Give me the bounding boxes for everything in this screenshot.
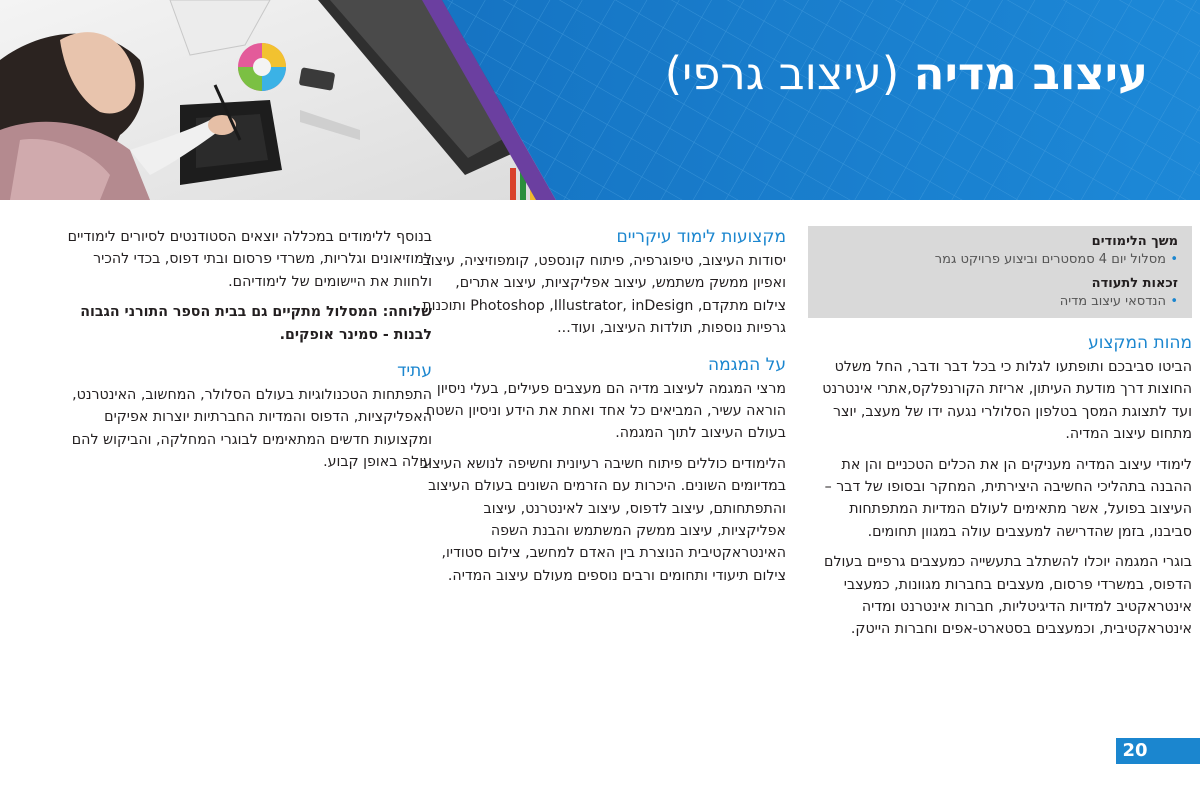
- page-number: 20: [1122, 740, 1148, 761]
- subjects-paragraph: יסודות העיצוב, טיפוגרפיה, פיתוח קונספט, קומפוזיציה, עיצוב ואפיון ממשק משתמש, עיצוב אפליקציות, עיצוב אתרים, צילום מתקדם, Photoshop ,Illustrator, inDesign ותוכנות גרפיות נוספות, תולדות העיצוב, ועוד...: [422, 253, 786, 337]
- page-title: [665, 44, 1148, 104]
- bullet-icon: •: [1170, 294, 1178, 309]
- program-info-box: [808, 226, 1192, 318]
- future-paragraph: התפתחות הטכנולוגיות בעולם הסלולר, המחשוב, האינטרנט, האפליקציות, הדפוס והמדיות החברתיות יוצרות אפיקים ומקצועות חדשים המתאימים לבוגרי המחלקה, והביקוש להם עולה באופן קבוע.: [71, 387, 432, 471]
- right-column: [808, 226, 1192, 649]
- bullet-icon: •: [1170, 252, 1178, 267]
- extra-paragraph: בנוסף ללימודים במכללה יוצאים הסטודנטים לסיורים לימודיים למוזיאונים וגלריות, משרדי פרסום ובתי דפוס, בכדי להכיר ולחוות את היישומים של לימודיהם.: [67, 229, 432, 290]
- certificate-heading: זכאות לתעודה: [1091, 276, 1178, 291]
- about-paragraph-1: מרצי המגמה לעיצוב מדיה הם מעצבים פעילים, בעלי ניסיון הוראה עשיר, המביאים כל אחד ואחת את הידע וניסיון השטח בעולם העיצוב לתוך המגמה.: [426, 380, 786, 442]
- essence-heading: מהות המקצוע: [1088, 333, 1192, 353]
- subjects-heading: מקצועות לימוד עיקריים: [616, 227, 786, 247]
- page-title-bold: עיצוב מדיה: [913, 47, 1148, 100]
- duration-heading: משך הלימודים: [1091, 234, 1178, 249]
- duration-item-text: מסלול יום 4 סמסטרים וביצוע פרויקט גמר: [934, 252, 1166, 267]
- middle-column: [418, 226, 786, 595]
- branch-paragraph: שלוחה: המסלול מתקיים גם בבית הספר התורני הגבוה לבנות - סמינר אופקים.: [80, 304, 432, 343]
- essence-paragraph-1: הביטו סביבכם ותופתעו לגלות כי בכל דבר ודבר, החל משלט החוצות דרך מודעת העיתון, אריזת הקורנפלקס,אתרי אינטרנט ועד לתצוגת המסך בטלפון הסלולרי נגעה ידו של מעצב, יוצר מתחום עיצוב המדיה.: [822, 359, 1192, 443]
- about-heading: על המגמה: [707, 354, 786, 375]
- about-paragraph-2: הלימודים כוללים פיתוח חשיבה רעיונית וחשיפה לנושא העיצוב במדיומים השונים. היכרות עם הזרמים השונים בעולם העיצוב והתפתחותם, עיצוב לדפוס, עיצוב לאינטרנט, עיצוב אפליקציות, עיצוב ממשק המשתמש והבנת השפה האינטראקטיבית הנוצרת בין האדם למחשב, צילום סטודיו, צילום תיעודי ותחומים ורבים נוספים מעולם עיצוב המדיה.: [420, 455, 786, 584]
- duration-item: [818, 251, 1178, 269]
- page-title-light: (עיצוב גרפי): [664, 47, 900, 100]
- essence-paragraph-2: לימודי עיצוב המדיה מעניקים הן את הכלים הטכניים והן את ההבנה בתהליכי החשיבה היצירתית, המחקר ובסופו של דבר – העיצוב בפועל, אשר מתאימים לעולם המדיות המתפתחות סביבנו, בזמן שהדרישה למעצבים עולה במגוון תחומים.: [824, 456, 1192, 540]
- left-column: [66, 226, 432, 482]
- certificate-item: [818, 293, 1178, 311]
- future-heading: עתיד: [397, 361, 432, 382]
- essence-paragraph-3: בוגרי המגמה יוכלו להשתלב בתעשייה כמעצבים גרפיים בעולם הדפוס, במשרדי פרסום, מעצבים בחברות מגוונות, כמעצבי אינטראקטיב למדיות הדיגיטליות, חברות אינטרנט ומדיה אינטראקטיבית, וכמעצבים בסטארט-אפים וחברות הייטק.: [824, 554, 1192, 638]
- header-banner: [0, 0, 1200, 200]
- certificate-item-text: הנדסאי עיצוב מדיה: [1059, 294, 1166, 309]
